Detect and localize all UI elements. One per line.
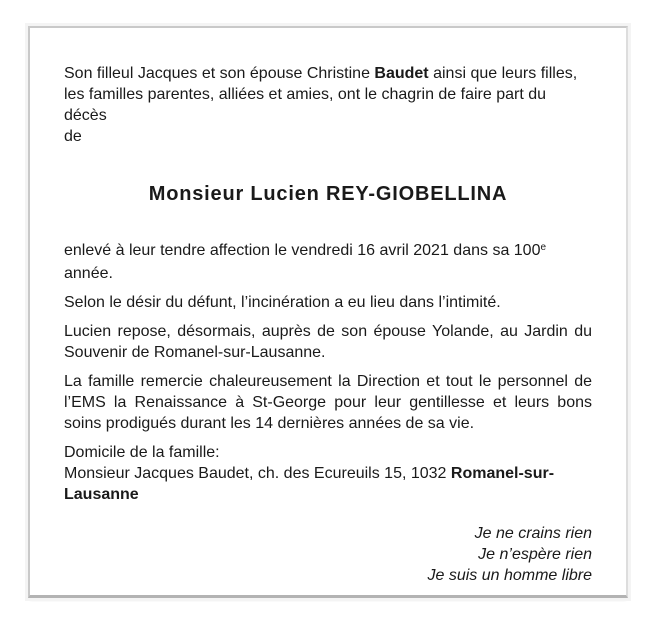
memorial-quote xyxy=(64,523,592,586)
resting-place-paragraph xyxy=(64,321,592,363)
thanks-line-2: l’EMS la Renaissance à St-George pour leur gentillesse et leurs bons xyxy=(64,394,592,411)
passing-line-1 xyxy=(64,240,592,263)
resting-line-1: Lucien repose, désormais, auprès de son épouse Yolande, au Jardin du xyxy=(64,323,592,340)
intro-text-after-surname: ainsi que leurs filles, xyxy=(428,65,578,82)
intro-surname-bold: Baudet xyxy=(374,65,429,82)
deceased-name-title: Monsieur Lucien REY-GIOBELLINA xyxy=(148,183,508,205)
passing-text: enlevé à leur tendre affection le vendredi 16 avril 2021 dans sa 100 xyxy=(64,242,541,259)
quote-line-3: Je suis un homme libre xyxy=(427,567,592,584)
intro-line-3: de xyxy=(64,128,82,145)
thanks-line-1: La famille remercie chaleureusement la Direction et tout le personnel de xyxy=(64,373,592,390)
address-text: Monsieur Jacques Baudet, ch. des Ecureuils 15, 1032 xyxy=(64,465,451,482)
resting-line-2: Souvenir de Romanel-sur-Lausanne. xyxy=(64,344,326,361)
intro-paragraph xyxy=(64,63,592,147)
obituary-card xyxy=(28,26,628,598)
quote-line-2: Je n’espère rien xyxy=(478,546,592,563)
intro-line-1 xyxy=(64,63,592,84)
address-label-line: Domicile de la famille: xyxy=(64,444,220,461)
passing-paragraph xyxy=(64,240,592,284)
address-town-bold-part1: Romanel-sur- xyxy=(450,465,555,482)
address-line-2 xyxy=(64,463,592,484)
passing-line-2: année. xyxy=(64,265,113,282)
family-address-paragraph xyxy=(64,442,592,505)
ordinal-superscript: e xyxy=(540,242,547,253)
intro-text-before-surname: Son filleul Jacques et son épouse Christine xyxy=(64,65,375,82)
cremation-paragraph: Selon le désir du défunt, l’incinération a eu lieu dans l’intimité. xyxy=(64,294,501,311)
thanks-line-3: soins prodigués durant les 14 dernières années de sa vie. xyxy=(64,415,475,432)
address-town-bold-part2: Lausanne xyxy=(64,486,139,503)
thanks-paragraph xyxy=(64,371,592,434)
intro-line-2: les familles parentes, alliées et amies, ont le chagrin de faire part du décès xyxy=(64,86,547,124)
quote-line-1: Je ne crains rien xyxy=(474,525,592,542)
